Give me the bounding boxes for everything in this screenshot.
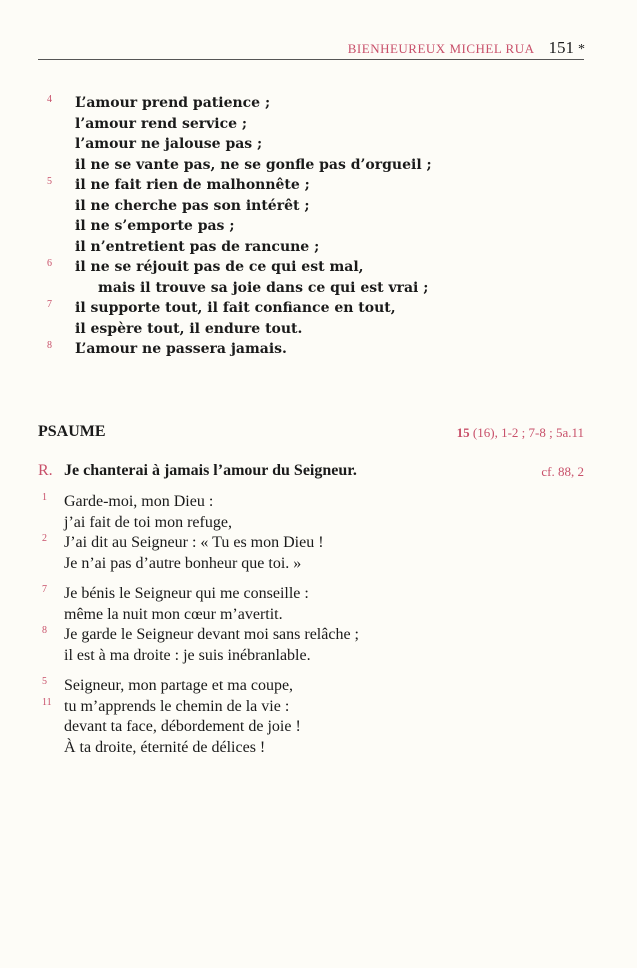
psalm-stanza: [38, 584, 584, 666]
psalm-line-text: même la nuit mon cœur m’avertit.: [64, 605, 283, 623]
reading-line: [38, 93, 598, 114]
psalm-line-text: il est à ma droite : je suis inébranlable.: [64, 646, 311, 664]
reading-block: [38, 93, 598, 360]
reading-line-text: il supporte tout, il fait confiance en tout,: [75, 300, 396, 316]
refrain-mark: R.: [38, 462, 53, 479]
running-head: [348, 38, 585, 58]
psalm-line-text: Garde-moi, mon Dieu :: [64, 493, 214, 510]
psalm-line: [38, 513, 584, 534]
reading-line-text: il ne s’emporte pas ;: [75, 218, 235, 234]
reading-line-text: l’amour rend service ;: [75, 115, 248, 132]
psalm-stanza: [38, 676, 584, 758]
verse-number: 5: [47, 176, 52, 187]
verse-number: 8: [47, 340, 52, 351]
reading-line: [38, 319, 598, 340]
psalm-line: [38, 605, 584, 626]
header-rule: [38, 59, 584, 60]
verse-number: 1: [42, 492, 47, 503]
psalm-line: [38, 533, 584, 554]
psalm-line-text: J’ai dit au Seigneur : « Tu es mon Dieu !: [64, 534, 324, 551]
reading-line-text: il ne fait rien de malhonnête ;: [75, 177, 310, 193]
refrain-text: Je chanterai à jamais l’amour du Seigneur.: [64, 462, 357, 479]
psalm-line-text: devant ta face, débordement de joie !: [64, 718, 301, 735]
psalm-number: 15: [456, 425, 470, 440]
reading-line-text: il n’entretient pas de rancune ;: [75, 238, 320, 255]
reading-line: [38, 155, 598, 176]
running-title: BIENHEUREUX MICHEL RUA: [347, 41, 535, 56]
reading-line: [38, 196, 598, 217]
psalm-line: [38, 584, 584, 605]
psalm-verses: (16), 1-2 ; 7-8 ; 5a.11: [472, 425, 584, 440]
psalm-line: [38, 738, 584, 759]
psalm-line: [38, 646, 584, 667]
psalm-line-text: Je garde le Seigneur devant moi sans relâche ;: [64, 626, 359, 643]
reading-line: [38, 237, 598, 258]
verse-number: 11: [42, 696, 52, 708]
verse-number: 6: [47, 258, 52, 269]
reading-line-text: L’amour ne passera jamais.: [75, 341, 287, 357]
verse-number: 5: [42, 676, 47, 687]
psalm-title: PSAUME: [38, 423, 106, 440]
reading-line-text: il espère tout, il endure tout.: [75, 320, 303, 337]
psalm-line: [38, 697, 584, 718]
reading-line-text: il ne cherche pas son intérêt ;: [75, 197, 310, 214]
reading-line: [38, 175, 598, 196]
reading-line: [38, 114, 598, 135]
verse-number: 7: [42, 584, 47, 595]
psalm-line-text: j’ai fait de toi mon refuge,: [64, 513, 232, 531]
reading-line: [38, 298, 598, 319]
psalm-heading: [38, 423, 584, 443]
page-number: 151: [548, 38, 574, 57]
reading-line: [38, 257, 598, 278]
reading-line-text: mais il trouve sa joie dans ce qui est vrai ;: [98, 279, 429, 296]
refrain: [38, 462, 584, 484]
refrain-reference: cf. 88, 2: [541, 464, 584, 479]
reading-line: [38, 339, 598, 360]
reading-line-text: il ne se vante pas, ne se gonfle pas d’orgueil ;: [75, 156, 432, 173]
psalm-line-text: Je bénis le Seigneur qui me conseille :: [64, 585, 309, 602]
psalm-line-text: tu m’apprends le chemin de la vie :: [64, 697, 290, 715]
psalm-reference: [457, 425, 584, 441]
reading-line-text: il ne se réjouit pas de ce qui est mal,: [75, 259, 364, 275]
reading-line: [38, 216, 598, 237]
psalm-line: [38, 554, 584, 575]
psalm-line: [38, 625, 584, 646]
psalm-line: [38, 492, 584, 513]
reading-line-text: L’amour prend patience ;: [75, 95, 271, 111]
psalm-line: [38, 676, 584, 697]
verse-number: 2: [42, 533, 47, 544]
psalm-line-text: Seigneur, mon partage et ma coupe,: [64, 677, 294, 694]
reading-line: [38, 278, 598, 299]
verse-number: 7: [47, 299, 52, 310]
psalm-line-text: Je n’ai pas d’autre bonheur que toi. »: [64, 554, 302, 572]
psalm-line-text: À ta droite, éternité de délices !: [64, 738, 266, 756]
page-star: *: [578, 42, 585, 57]
verse-number: 8: [42, 625, 47, 636]
psalm-stanza: [38, 492, 584, 574]
reading-line: [38, 134, 598, 155]
reading-line-text: l’amour ne jalouse pas ;: [75, 136, 263, 152]
verse-number: 4: [47, 94, 52, 105]
psalm-line: [38, 717, 584, 738]
